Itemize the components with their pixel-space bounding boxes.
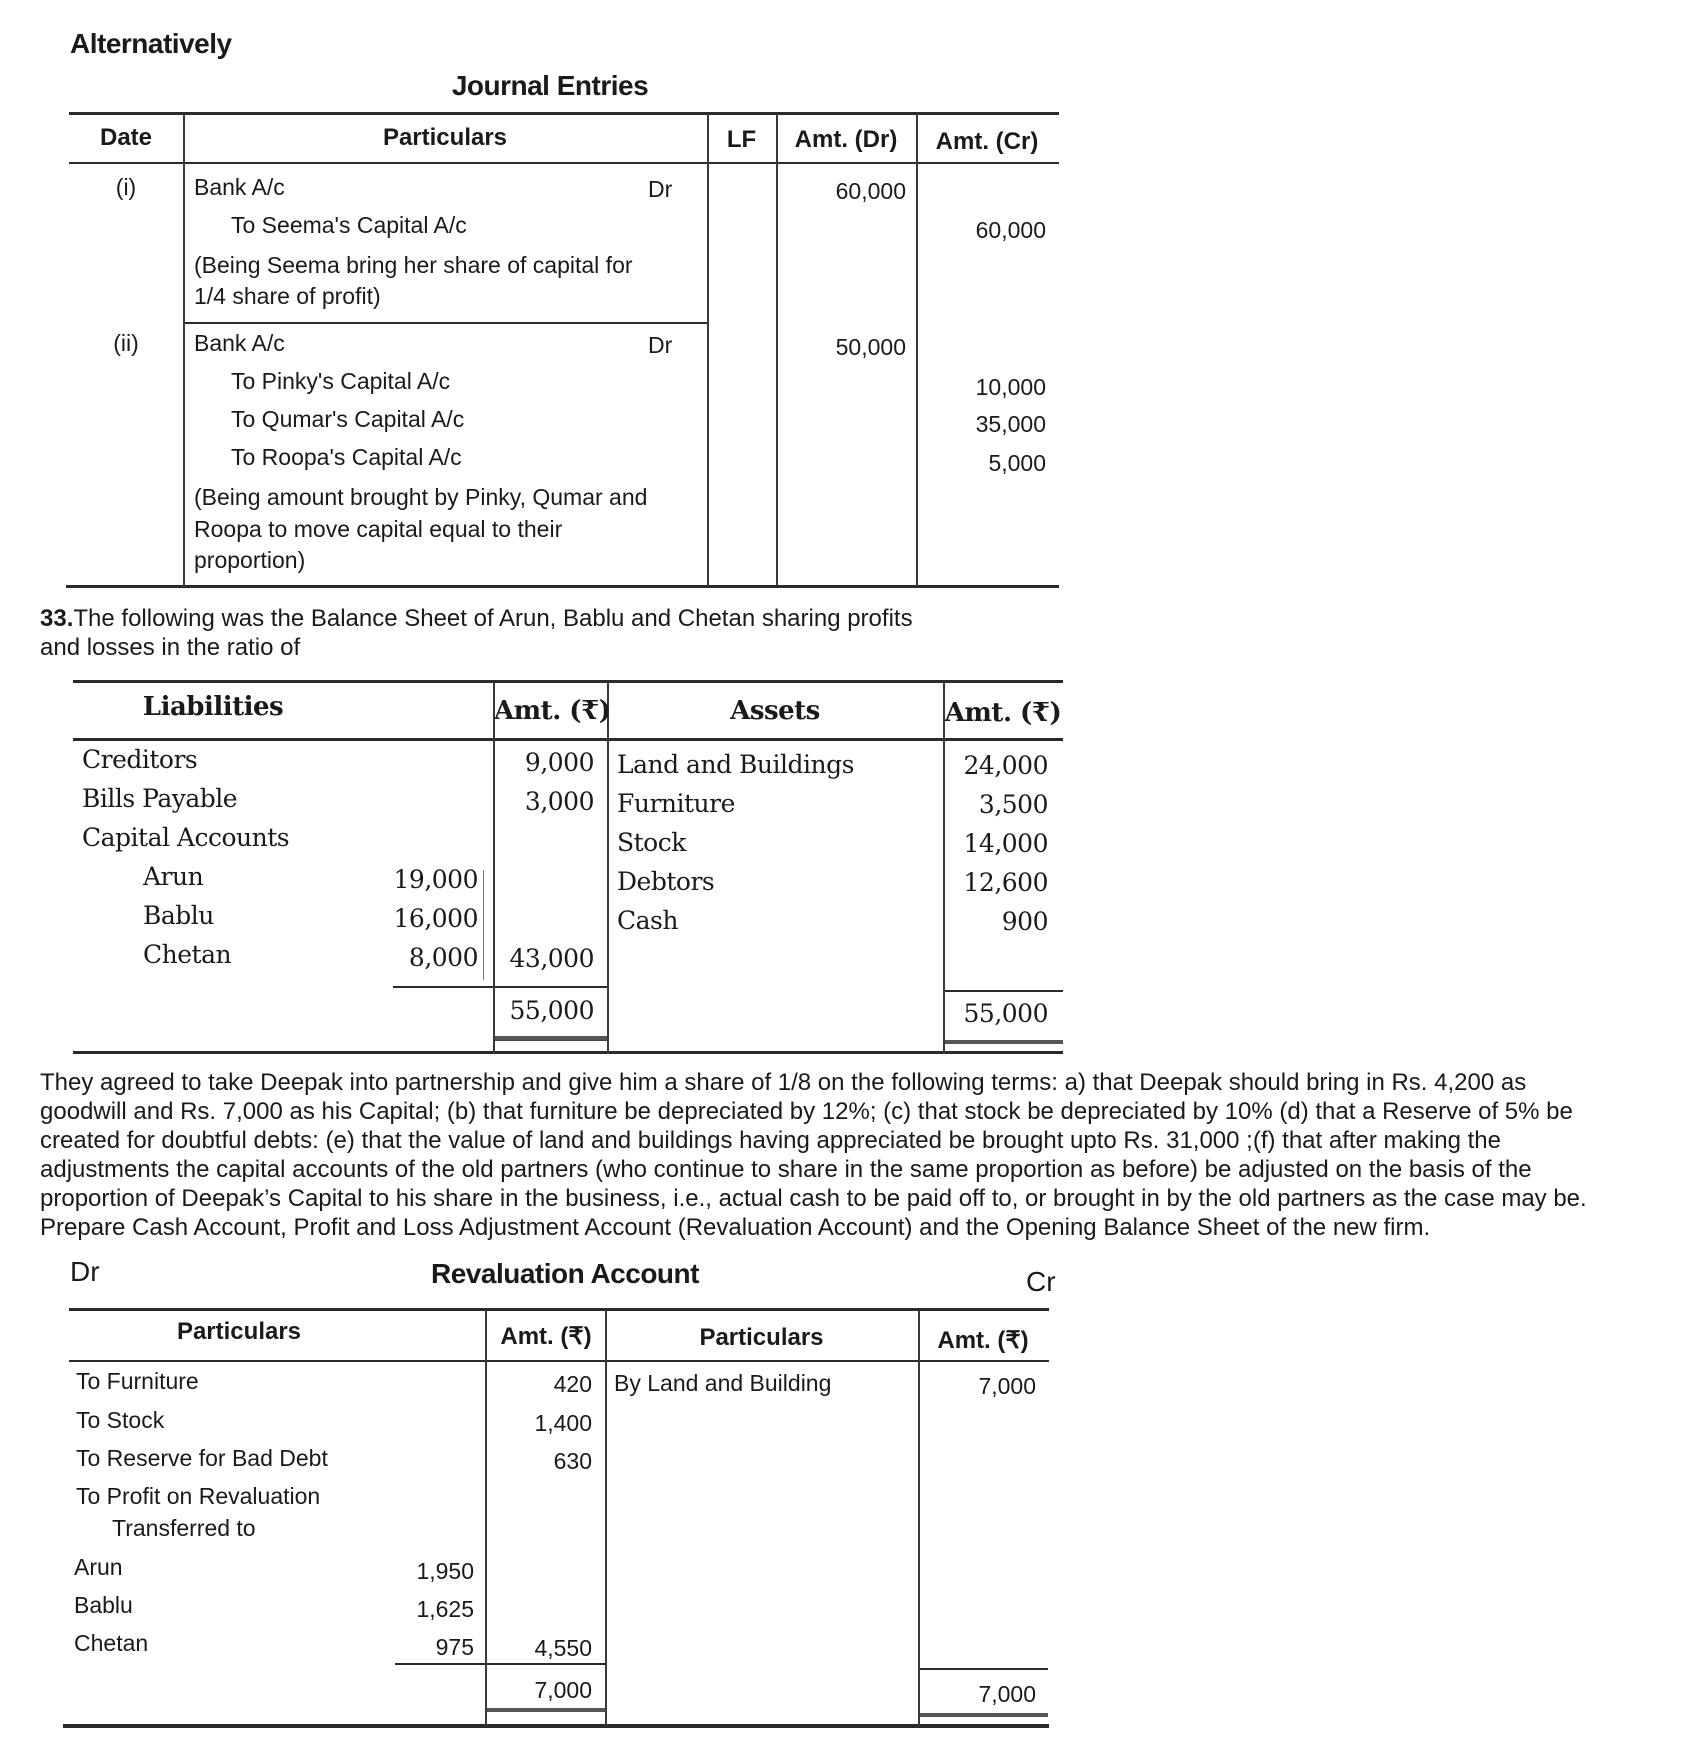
capital-total: 43,000 [509,944,594,973]
asset-amount: 24,000 [963,751,1048,780]
terms-line: Prepare Cash Account, Profit and Loss Adjustment Account (Revaluation Account) and the Opening Balance Sheet of the new firm. [40,1214,1431,1241]
reval-profit-total: 4,550 [534,1635,592,1661]
reval-subtotal-rule [918,1668,1048,1670]
bs-header-liabilities: Liabilities [142,692,284,722]
dr-marker: Dr [648,176,673,202]
reval-total-left: 7,000 [534,1677,592,1703]
bs-bottom-rule [73,1051,1063,1054]
reval-debit-amount: 1,400 [534,1410,592,1436]
journal-col-divider [916,114,918,586]
alternatively-heading: Alternatively [70,28,232,59]
bs-subtotal-rule [943,990,1063,992]
capital-partner-amount: 8,000 [408,943,478,972]
reval-col-divider [605,1310,607,1726]
journal-top-rule [69,112,1059,115]
journal-header-lf: LF [726,126,757,153]
terms-paragraph [40,1068,1700,1242]
asset-label: Cash [617,906,678,935]
dr-label: Dr [70,1256,100,1287]
asset-amount: 900 [1001,907,1048,936]
journal-col-divider [183,114,185,586]
narration-line: (Being amount brought by Pinky, Qumar and [194,484,648,510]
asset-label: Land and Buildings [617,750,854,779]
asset-amount: 14,000 [963,829,1048,858]
credit-account: To Seema's Capital A/c [231,212,467,238]
terms-line: goodwill and Rs. 7,000 as his Capital; (b) that furniture be depreciated by 12%; (c) that stock be depreciated by 10% (d) that a Reserve of 5% be [40,1098,1573,1125]
terms-line: They agreed to take Deepak into partnership and give him a share of 1/8 on the following terms: a) that Deepak should bring in Rs. 4,200 as [40,1069,1527,1096]
reval-partner-amount: 1,625 [416,1596,474,1622]
bs-double-rule [493,1036,607,1041]
asset-label: Stock [617,828,686,857]
bs-total-left: 55,000 [509,996,594,1025]
narration-line: proportion) [194,547,306,573]
reval-credit-label: By Land and Building [614,1370,832,1396]
journal-header-date: Date [99,124,153,151]
liability-label: Bills Payable [82,784,238,813]
terms-line: created for doubtful debts: (e) that the value of land and buildings having appreciated be brought upto Rs. 31,000 ;(f) that after making the [40,1127,1501,1154]
bs-subtotal-rule [393,986,607,988]
journal-header-amt-cr: Amt. (Cr) [935,128,1039,155]
bs-subcol-divider [483,870,484,980]
journal-header-amt-dr: Amt. (Dr) [794,126,898,153]
bs-header-amt-right: Amt. (₹) [944,698,1062,728]
reval-debit-label: To Reserve for Bad Debt [76,1445,328,1471]
journal-bottom-rule [66,585,1059,588]
question-line: The following was the Balance Sheet of Arun, Bablu and Chetan sharing profits [73,605,913,632]
reval-debit-amount: 420 [553,1371,592,1397]
journal-entry-separator [183,322,707,324]
reval-bottom-rule [63,1724,1049,1728]
capital-partner-name: Bablu [143,901,214,930]
journal-header-rule [69,162,1059,164]
dr-marker: Dr [648,332,673,358]
debit-amount: 50,000 [835,334,906,360]
debit-account: Bank A/c [194,330,285,356]
credit-amount: 35,000 [975,411,1046,437]
reval-debit-label: Transferred to [112,1515,256,1541]
credit-amount: 10,000 [975,374,1046,400]
reval-header-rule [69,1360,1049,1362]
reval-partner-name: Arun [74,1554,123,1580]
reval-header-particulars-right: Particulars [699,1324,824,1351]
credit-account: To Roopa's Capital A/c [231,444,462,470]
capital-partner-amount: 19,000 [393,865,478,894]
cr-label: Cr [1026,1266,1056,1297]
narration-line: 1/4 share of profit) [194,283,381,309]
reval-debit-label: To Furniture [76,1368,199,1394]
liability-amount: 9,000 [524,748,594,777]
asset-label: Furniture [617,789,735,818]
revaluation-title: Revaluation Account [431,1258,699,1289]
liability-label: Creditors [82,745,198,774]
credit-amount: 5,000 [988,450,1046,476]
journal-col-divider [707,114,709,586]
journal-entries-title: Journal Entries [451,70,649,101]
bs-header-rule [73,738,1063,741]
asset-amount: 12,600 [963,868,1048,897]
question-number: 33. [40,605,74,632]
reval-partner-name: Chetan [74,1630,149,1656]
reval-top-rule [69,1308,1049,1311]
capital-partner-name: Arun [143,862,204,891]
bs-top-rule [73,680,1063,683]
reval-double-rule [918,1713,1048,1717]
bs-header-amt-left: Amt. (₹) [494,696,611,726]
entry-date: (ii) [113,330,139,356]
journal-header-particulars: Particulars [382,124,508,151]
credit-account: To Pinky's Capital A/c [231,368,451,394]
reval-subtotal-rule [395,1663,605,1665]
bs-header-assets: Assets [730,696,820,726]
credit-amount: 60,000 [975,217,1046,243]
bs-double-rule [943,1040,1063,1044]
terms-line: proportion of Deepak’s Capital to his share in the business, i.e., actual cash to be paid off to, or brought in by the old partners as the case may be. [40,1185,1587,1212]
asset-amount: 3,500 [978,790,1048,819]
reval-double-rule [485,1708,605,1712]
reval-partner-amount: 1,950 [416,1558,474,1584]
liability-amount: 3,000 [524,787,594,816]
debit-amount: 60,000 [835,178,906,204]
reval-partner-name: Bablu [74,1592,133,1618]
reval-debit-label: To Stock [76,1407,165,1433]
reval-total-right: 7,000 [978,1681,1036,1707]
liability-label: Capital Accounts [82,823,290,852]
credit-account: To Qumar's Capital A/c [231,406,465,432]
reval-debit-amount: 630 [553,1448,592,1474]
reval-header-amt-right: Amt. (₹) [937,1327,1029,1354]
entry-date: (i) [115,174,137,200]
reval-header-particulars-left: Particulars [176,1318,302,1345]
terms-line: adjustments the capital accounts of the old partners (who continue to share in the same proportion as before) be adjusted on the basis of the [40,1156,1532,1183]
bs-total-right: 55,000 [963,999,1048,1028]
reval-debit-label: To Profit on Revaluation [76,1483,321,1509]
debit-account: Bank A/c [194,174,285,200]
question-line: and losses in the ratio of [40,634,301,661]
capital-partner-amount: 16,000 [393,904,478,933]
reval-partner-amount: 975 [435,1634,474,1660]
narration-line: (Being Seema bring her share of capital for [194,252,633,278]
capital-partner-name: Chetan [143,940,232,969]
reval-header-amt-left: Amt. (₹) [500,1323,592,1350]
asset-label: Debtors [617,867,715,896]
bs-col-divider [607,682,609,1054]
question-33 [40,604,1040,662]
reval-credit-amount: 7,000 [978,1373,1036,1399]
narration-line: Roopa to move capital equal to their [194,516,563,542]
